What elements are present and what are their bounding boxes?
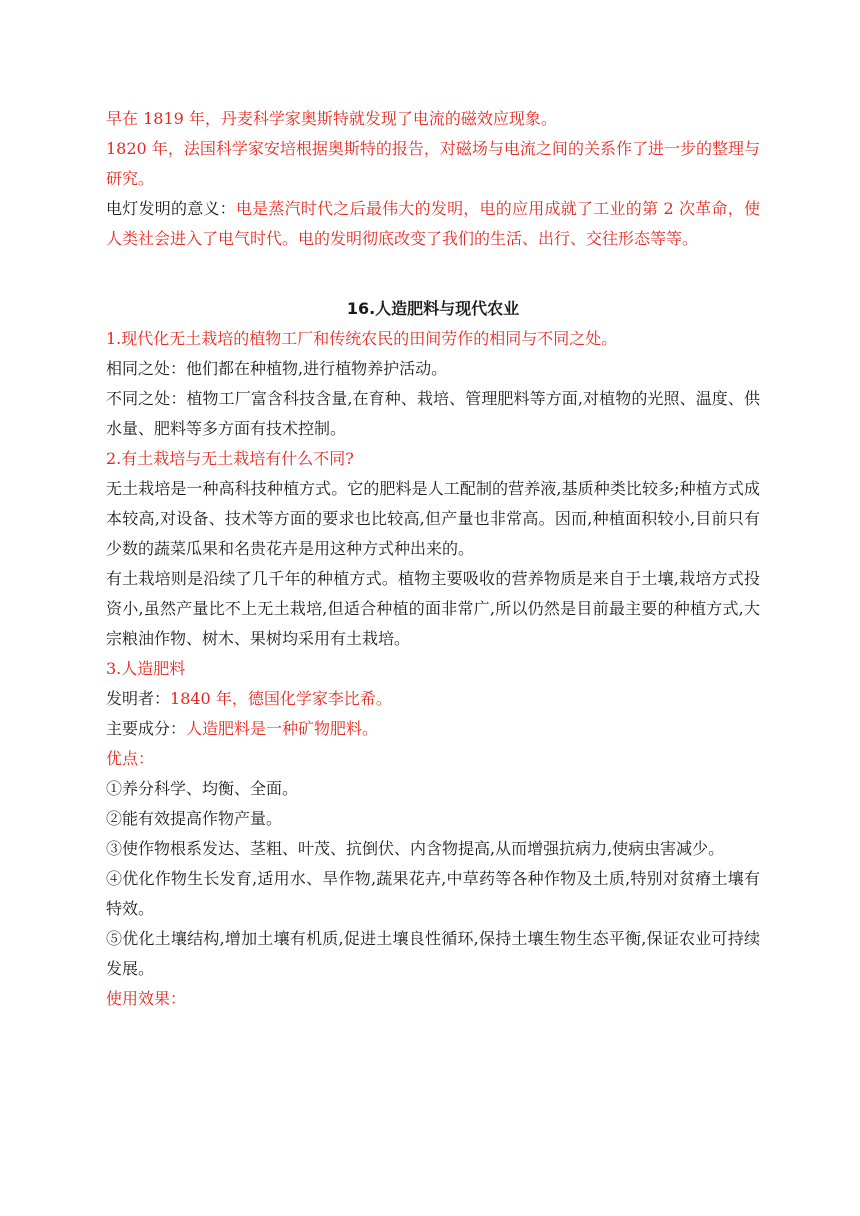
intro-paragraph-2: 1820 年，法国科学家安培根据奥斯特的报告，对磁场与电流之间的关系作了进一步的整理与研究。: [106, 139, 760, 188]
inventor-label: 发明者：: [106, 689, 171, 708]
advantage-item: ⑤优化土壤结构,增加土壤有机质,促进土壤良性循环,保持土壤生物生态平衡,保证农业可持续发展。: [106, 929, 760, 978]
inventor-line: [106, 684, 760, 714]
document-page: [106, 104, 760, 1014]
question-3: 3.人造肥料: [106, 659, 186, 678]
q1-same-answer: 相同之处：他们都在种植物,进行植物养护活动。: [106, 359, 448, 378]
advantage-item: ①养分科学、均衡、全面。: [106, 779, 299, 798]
advantages-label: 优点：: [106, 749, 155, 768]
spacer: [106, 254, 760, 294]
advantage-item: ②能有效提高作物产量。: [106, 809, 283, 828]
q1-diff-answer: 不同之处：植物工厂富含科技含量,在育种、栽培、管理肥料等方面,对植物的光照、温度、供水量、肥料等多方面有技术控制。: [106, 389, 760, 438]
component-line: [106, 714, 760, 744]
q2-paragraph-1: 无土栽培是一种高科技种植方式。它的肥料是人工配制的营养液,基质种类比较多;种植方式成本较高,对设备、技术等方面的要求也比较高,但产量也非常高。因而,种植面积较小,目前只有少数的蔬菜瓜果和名贵花卉是用这种方式种出来的。: [106, 479, 760, 558]
intro-paragraph-3: [106, 194, 760, 254]
advantage-item: ③使作物根系发达、茎粗、叶茂、抗倒伏、内含物提高,从而增强抗病力,使病虫害减少。: [106, 839, 725, 858]
effect-label: 使用效果：: [106, 989, 187, 1008]
q2-paragraph-2: 有土栽培则是沿续了几千年的种植方式。植物主要吸收的营养物质是来自于土壤,栽培方式投资小,虽然产量比不上无土栽培,但适合种植的面非常广,所以仍然是目前最主要的种植方式,大宗粮油作物、树木、果树均采用有土栽培。: [106, 569, 760, 648]
inventor-text: 1840 年，德国化学家李比希。: [170, 689, 392, 708]
intro-paragraph-1: 早在 1819 年，丹麦科学家奥斯特就发现了电流的磁效应现象。: [106, 109, 557, 128]
question-1: 1.现代化无土栽培的植物工厂和传统农民的田间劳作的相同与不同之处。: [106, 329, 618, 348]
significance-label: 电灯发明的意义：: [106, 199, 236, 218]
advantage-item: ④优化作物生长发育,适用水、旱作物,蔬果花卉,中草药等各种作物及土质,特别对贫瘠土壤有特效。: [106, 869, 760, 918]
component-text: 人造肥料是一种矿物肥料。: [186, 719, 379, 738]
significance-text: 电是蒸汽时代之后最伟大的发明，电的应用成就了工业的第 2 次革命，使人类社会进入了电气时代。电的发明彻底改变了我们的生活、出行、交往形态等等。: [106, 199, 760, 248]
question-2: 2.有土栽培与无土栽培有什么不同?: [106, 449, 354, 468]
section-title: 16.人造肥料与现代农业: [346, 299, 520, 318]
component-label: 主要成分：: [106, 719, 187, 738]
